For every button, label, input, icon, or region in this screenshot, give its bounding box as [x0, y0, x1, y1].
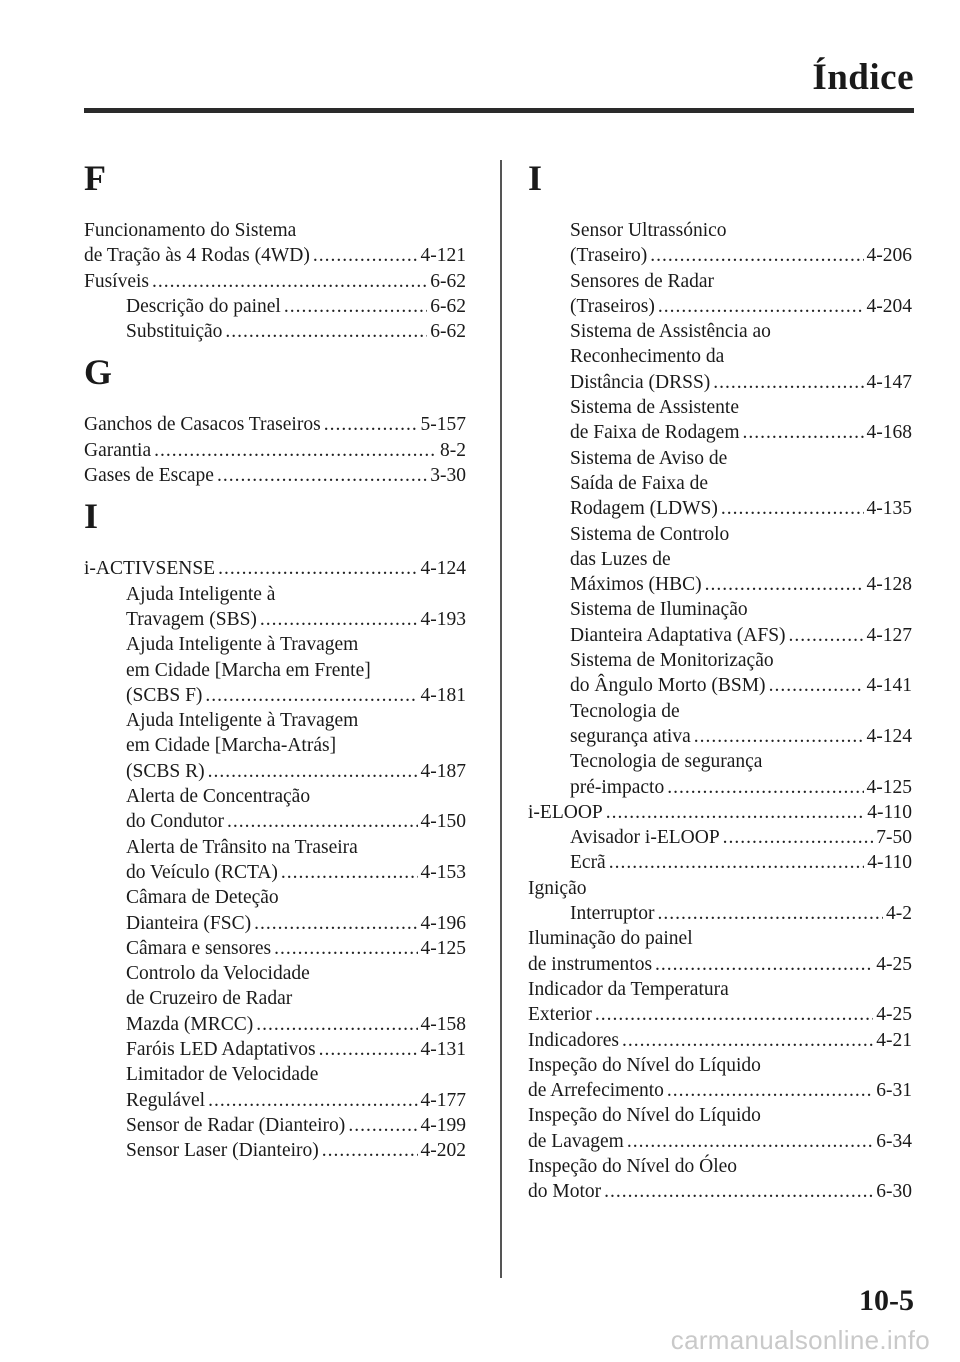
dot-leader	[705, 572, 864, 597]
index-entry	[528, 1078, 912, 1103]
entry-page-ref: 4-2	[886, 903, 912, 925]
index-subentry	[528, 218, 912, 243]
entry-text: Reconhecimento da	[570, 346, 725, 368]
index-entry	[84, 412, 466, 437]
dot-leader	[606, 800, 864, 825]
index-subentry	[84, 784, 466, 809]
entry-page-ref: 4-147	[866, 371, 912, 393]
entry-page-ref: 4-131	[420, 1039, 466, 1061]
index-entry	[84, 269, 466, 294]
entry-text: de Cruzeiro de Radar	[126, 988, 293, 1010]
entry-page-ref: 4-125	[866, 776, 912, 798]
section-letter: I	[84, 496, 99, 537]
dot-leader	[205, 683, 417, 708]
dot-leader	[322, 1138, 418, 1163]
index-subentry	[528, 699, 912, 724]
entry-text: Indicador da Temperatura	[528, 978, 729, 1000]
index-subentry	[528, 496, 912, 521]
entry-text: (Traseiros)	[570, 295, 655, 317]
index-subentry	[84, 1062, 466, 1087]
entry-text: Alerta de Trânsito na Traseira	[126, 836, 358, 858]
entry-text: Ganchos de Casacos Traseiros	[84, 414, 321, 436]
entry-page-ref: 4-128	[866, 574, 912, 596]
entry-page-ref: 8-2	[440, 439, 466, 461]
entry-text: Sensor Laser (Dianteiro)	[126, 1140, 319, 1162]
entry-text: Sistema de Monitorização	[570, 650, 774, 672]
section-letter: G	[84, 352, 113, 393]
dot-leader	[595, 1002, 873, 1027]
page-title: Índice	[812, 57, 914, 98]
index-entry	[528, 800, 912, 825]
dot-leader	[225, 319, 427, 344]
entry-text: Inspeção do Nível do Líquido	[528, 1054, 761, 1076]
index-subentry	[84, 319, 466, 344]
entry-text: Travagem (SBS)	[126, 608, 257, 630]
index-subentry	[84, 759, 466, 784]
entry-page-ref: 6-62	[430, 321, 466, 343]
entry-page-ref: 7-50	[876, 827, 912, 849]
entry-text: Câmara de Deteção	[126, 887, 279, 909]
entry-text: Limitador de Velocidade	[126, 1064, 319, 1086]
entry-text: Dianteira (FSC)	[126, 912, 252, 934]
entry-text: Sistema de Iluminação	[570, 599, 748, 621]
index-entry	[528, 1103, 912, 1128]
entry-page-ref: 6-62	[430, 270, 466, 292]
entry-text: Mazda (MRCC)	[126, 1013, 254, 1035]
entry-text: Rodagem (LDWS)	[570, 498, 718, 520]
entry-page-ref: 3-30	[430, 465, 466, 487]
entry-text: Regulável	[126, 1089, 206, 1111]
dot-leader	[769, 673, 864, 698]
dot-leader	[208, 1088, 417, 1113]
entry-text: de Faixa de Rodagem	[570, 422, 740, 444]
entry-text: Ajuda Inteligente à Travagem	[126, 710, 359, 732]
index-subentry	[528, 370, 912, 395]
entry-page-ref: 6-30	[876, 1181, 912, 1203]
entry-text: Dianteira Adaptativa (AFS)	[570, 624, 786, 646]
column-divider	[500, 160, 502, 1278]
index-subentry	[528, 446, 912, 471]
index-subentry	[528, 724, 912, 749]
entry-text: de Tração às 4 Rodas (4WD)	[84, 245, 310, 267]
entry-text: do Ângulo Morto (BSM)	[570, 675, 766, 697]
entry-page-ref: 4-110	[867, 801, 912, 823]
entry-text: i-ELOOP	[528, 801, 603, 823]
index-entry	[528, 926, 912, 951]
index-column-right	[528, 160, 912, 1205]
entry-page-ref: 6-62	[430, 295, 466, 317]
dot-leader	[713, 370, 863, 395]
entry-text: do Condutor	[126, 811, 225, 833]
entry-text: Exterior	[528, 1004, 592, 1026]
entry-text: segurança ativa	[570, 725, 691, 747]
index-subentry	[528, 648, 912, 673]
index-entry	[528, 1053, 912, 1078]
dot-leader	[723, 825, 874, 850]
index-subentry	[84, 1138, 466, 1163]
index-subentry	[84, 860, 466, 885]
index-subentry	[528, 294, 912, 319]
index-entry	[84, 463, 466, 488]
entry-text: Tecnologia de	[570, 700, 680, 722]
entry-text: Garantia	[84, 439, 152, 461]
entry-page-ref: 4-150	[420, 811, 466, 833]
dot-leader	[667, 775, 863, 800]
entry-page-ref: 4-110	[867, 852, 912, 874]
entry-page-ref: 4-181	[420, 684, 466, 706]
index-entry	[528, 952, 912, 977]
index-subentry	[528, 319, 912, 344]
entry-text: Tecnologia de segurança	[570, 751, 763, 773]
entry-text: de instrumentos	[528, 953, 653, 975]
entry-text: Distância (DRSS)	[570, 371, 711, 393]
entry-text: Ignição	[528, 877, 587, 899]
entry-text: Sensor de Radar (Dianteiro)	[126, 1114, 346, 1136]
entry-text: Sistema de Controlo	[570, 523, 730, 545]
index-entry	[528, 876, 912, 901]
dot-leader	[657, 901, 883, 926]
entry-text: Alerta de Concentração	[126, 786, 311, 808]
dot-leader	[154, 438, 437, 463]
index-subentry	[528, 344, 912, 369]
entry-text: (SCBS R)	[126, 760, 205, 782]
index-subentry	[84, 885, 466, 910]
dot-leader	[260, 607, 418, 632]
entry-page-ref: 4-199	[420, 1114, 466, 1136]
entry-text: Sensores de Radar	[570, 270, 715, 292]
entry-text: Câmara e sensores	[126, 937, 272, 959]
index-subentry	[528, 775, 912, 800]
entry-text: (SCBS F)	[126, 684, 203, 706]
dot-leader	[313, 243, 418, 268]
index-subentry	[528, 395, 912, 420]
index-subentry	[84, 1037, 466, 1062]
index-subentry	[84, 961, 466, 986]
dot-leader	[274, 936, 417, 961]
index-entry	[84, 438, 466, 463]
dot-leader	[627, 1129, 873, 1154]
index-subentry	[84, 1088, 466, 1113]
entry-page-ref: 6-31	[876, 1080, 912, 1102]
index-subentry	[84, 632, 466, 657]
section-letter: I	[528, 158, 543, 198]
entry-text: Inspeção do Nível do Óleo	[528, 1155, 738, 1177]
dot-leader	[208, 759, 418, 784]
index-subentry	[84, 835, 466, 860]
index-subentry	[84, 1012, 466, 1037]
dot-leader	[650, 243, 863, 268]
entry-page-ref: 4-153	[420, 861, 466, 883]
entry-text: Gases de Escape	[84, 465, 214, 487]
entry-text: Sistema de Assistência ao	[570, 321, 771, 343]
entry-page-ref: 4-21	[876, 1029, 912, 1051]
entry-text: Controlo da Velocidade	[126, 963, 310, 985]
dot-leader	[256, 1012, 417, 1037]
entry-page-ref: 4-124	[420, 558, 466, 580]
entry-text: das Luzes de	[570, 548, 671, 570]
index-entry	[528, 1154, 912, 1179]
entry-text: de Lavagem	[528, 1130, 624, 1152]
entry-text: Inspeção do Nível do Líquido	[528, 1105, 761, 1127]
entry-page-ref: 4-187	[420, 760, 466, 782]
index-subentry	[528, 825, 912, 850]
entry-page-ref: 4-204	[866, 295, 912, 317]
dot-leader	[319, 1037, 418, 1062]
index-subentry	[84, 658, 466, 683]
dot-leader	[217, 463, 427, 488]
index-subentry	[84, 733, 466, 758]
entry-page-ref: 4-121	[420, 245, 466, 267]
entry-text: Sistema de Assistente	[570, 397, 739, 419]
index-subentry	[84, 683, 466, 708]
entry-page-ref: 4-141	[866, 675, 912, 697]
index-subentry	[528, 749, 912, 774]
entry-page-ref: 4-25	[876, 953, 912, 975]
index-subentry	[84, 582, 466, 607]
index-subentry	[528, 269, 912, 294]
entry-page-ref: 4-193	[420, 608, 466, 630]
entry-text: Saída de Faixa de	[570, 472, 709, 494]
entry-text: Sistema de Aviso de	[570, 447, 728, 469]
entry-page-ref: 4-124	[866, 725, 912, 747]
index-entry	[528, 1129, 912, 1154]
entry-text: (Traseiro)	[570, 245, 648, 267]
entry-text: Avisador i-ELOOP	[570, 827, 720, 849]
dot-leader	[218, 556, 417, 581]
dot-leader	[658, 294, 864, 319]
entry-text: i-ACTIVSENSE	[84, 558, 216, 580]
index-subentry	[528, 901, 912, 926]
entry-page-ref: 4-206	[866, 245, 912, 267]
dot-leader	[694, 724, 864, 749]
index-entry	[84, 243, 466, 268]
dot-leader	[667, 1078, 873, 1103]
entry-text: Faróis LED Adaptativos	[126, 1039, 316, 1061]
entry-text: Ecrã	[570, 852, 606, 874]
index-subentry	[84, 708, 466, 733]
entry-text: de Arrefecimento	[528, 1080, 664, 1102]
index-subentry	[528, 547, 912, 572]
index-entry	[528, 1002, 912, 1027]
index-subentry	[528, 673, 912, 698]
index-subentry	[528, 572, 912, 597]
index-subentry	[84, 809, 466, 834]
dot-leader	[281, 860, 418, 885]
dot-leader	[227, 809, 417, 834]
index-subentry	[84, 1113, 466, 1138]
index-subentry	[528, 420, 912, 445]
entry-page-ref: 4-177	[420, 1089, 466, 1111]
dot-leader	[284, 294, 427, 319]
entry-text: pré-impacto	[570, 776, 665, 798]
index-subentry	[84, 911, 466, 936]
title-rule	[84, 108, 914, 113]
entry-text: do Veículo (RCTA)	[126, 861, 278, 883]
watermark-text: carmanualsonline.info	[670, 1325, 930, 1355]
index-subentry	[84, 607, 466, 632]
entry-page-ref: 5-157	[420, 414, 466, 436]
dot-leader	[609, 850, 865, 875]
dot-leader	[743, 420, 864, 445]
dot-leader	[604, 1179, 873, 1204]
entry-page-ref: 4-202	[420, 1140, 466, 1162]
entry-page-ref: 4-125	[420, 937, 466, 959]
entry-text: Substituição	[126, 321, 223, 343]
entry-text: do Motor	[528, 1181, 602, 1203]
dot-leader	[348, 1113, 417, 1138]
dot-leader	[324, 412, 418, 437]
entry-text: em Cidade [Marcha-Atrás]	[126, 735, 337, 757]
entry-text: em Cidade [Marcha em Frente]	[126, 659, 371, 681]
entry-text: Funcionamento do Sistema	[84, 220, 297, 241]
page-number: 10-5	[859, 1284, 914, 1317]
entry-text: Fusíveis	[84, 270, 150, 292]
entry-page-ref: 4-25	[876, 1004, 912, 1026]
entry-text: Ajuda Inteligente à	[126, 583, 276, 605]
entry-page-ref: 4-158	[420, 1013, 466, 1035]
index-entry	[528, 1179, 912, 1204]
entry-text: Descrição do painel	[126, 295, 281, 317]
dot-leader	[655, 952, 873, 977]
index-subentry	[84, 986, 466, 1011]
dot-leader	[152, 269, 427, 294]
entry-text: Interruptor	[570, 903, 655, 925]
index-entry	[84, 556, 466, 581]
index-subentry	[528, 623, 912, 648]
index-subentry	[84, 294, 466, 319]
index-subentry	[528, 522, 912, 547]
index-subentry	[84, 936, 466, 961]
dot-leader	[622, 1028, 873, 1053]
index-entry	[84, 218, 466, 243]
entry-text: Sensor Ultrassónico	[570, 220, 727, 241]
index-column-left	[84, 160, 466, 1164]
entry-page-ref: 4-135	[866, 498, 912, 520]
entry-page-ref: 4-168	[866, 422, 912, 444]
entry-text: Máximos (HBC)	[570, 574, 702, 596]
entry-page-ref: 6-34	[876, 1130, 912, 1152]
index-entry	[528, 1028, 912, 1053]
index-subentry	[528, 243, 912, 268]
index-entry	[528, 977, 912, 1002]
index-subentry	[528, 471, 912, 496]
dot-leader	[721, 496, 864, 521]
index-subentry	[528, 850, 912, 875]
entry-text: Ajuda Inteligente à Travagem	[126, 634, 359, 656]
entry-page-ref: 4-127	[866, 624, 912, 646]
section-letter: F	[84, 158, 106, 198]
entry-text: Iluminação do painel	[528, 928, 693, 950]
index-subentry	[528, 597, 912, 622]
entry-text: Indicadores	[528, 1029, 619, 1051]
dot-leader	[789, 623, 864, 648]
dot-leader	[254, 911, 417, 936]
entry-page-ref: 4-196	[420, 912, 466, 934]
